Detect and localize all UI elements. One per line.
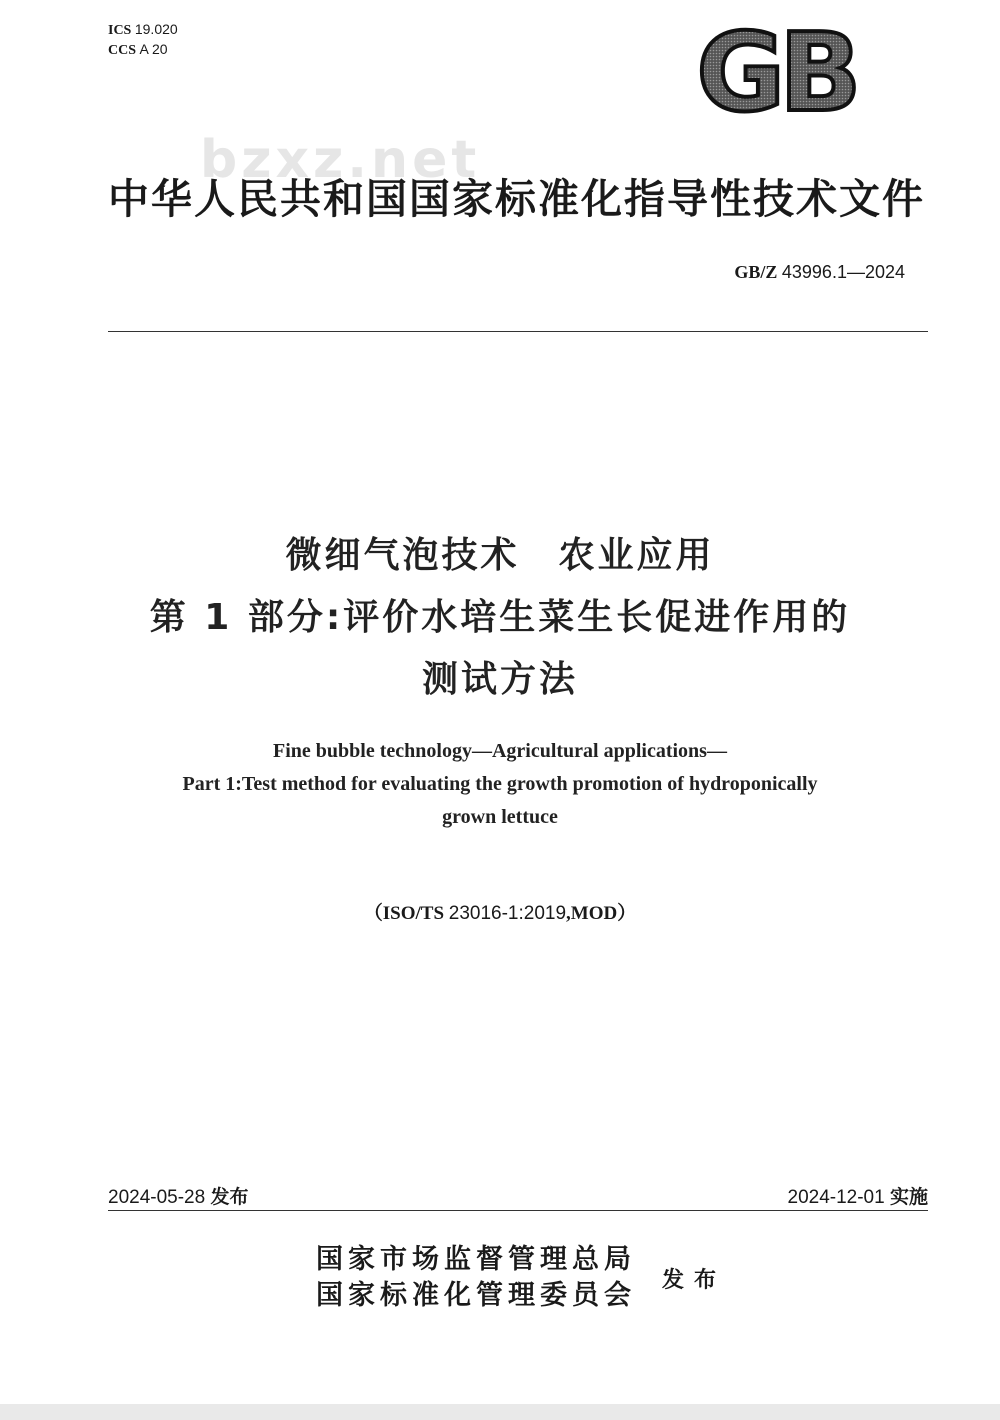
header-divider [108,331,928,332]
issuer-org-2: 国家标准化管理委员会 [316,1280,636,1311]
footer-divider [108,1210,928,1211]
ccs-value: A 20 [139,41,168,57]
ccs-code [108,40,178,60]
ics-label: ICS [108,23,132,38]
document-type-title: 中华人民共和国国家标准化指导性技术文件 [108,175,925,223]
publish-label: 发布 [662,1267,727,1293]
standard-number-prefix: GB/Z [734,262,778,282]
issue-date [108,1182,249,1209]
issue-date-label: 发布 [210,1186,249,1208]
issuing-organizations [316,1242,636,1314]
effective-date-value: 2024-12-01 [787,1187,885,1208]
page-bottom-strip [0,1404,1000,1420]
effective-date-label: 实施 [889,1186,928,1208]
watermark: bzxz.net [200,130,481,190]
title-en-line3: grown lettuce [442,806,558,828]
iso-reference-prefix: （ISO/TS [363,903,445,924]
issuer-org-1: 国家市场监督管理总局 [316,1244,636,1275]
title-en-line1: Fine bubble technology—Agricultural applications— [273,740,727,762]
issue-date-value: 2024-05-28 [108,1187,206,1208]
title-zh-line1: 微细气泡技术 农业应用 [285,535,715,576]
classification-codes [108,20,178,60]
standard-number [734,262,905,283]
ics-value: 19.020 [134,21,178,37]
iso-reference-suffix: ,MOD） [566,903,637,924]
effective-date [788,1182,929,1209]
iso-reference [0,898,1000,925]
title-en-line2: Part 1:Test method for evaluating the growth promotion of hydroponically [182,773,818,795]
standard-number-value: 43996.1—2024 [781,262,905,282]
gb-logo [676,22,876,122]
title-zh-line3: 测试方法 [421,659,578,700]
title-zh-line2: 第 1 部分:评价水培生菜生长促进作用的 [149,597,851,638]
iso-reference-number: 23016-1:2019 [448,903,567,924]
ccs-label: CCS [108,43,137,58]
ics-code [108,20,178,40]
gb-logo-text: GB [696,22,856,122]
